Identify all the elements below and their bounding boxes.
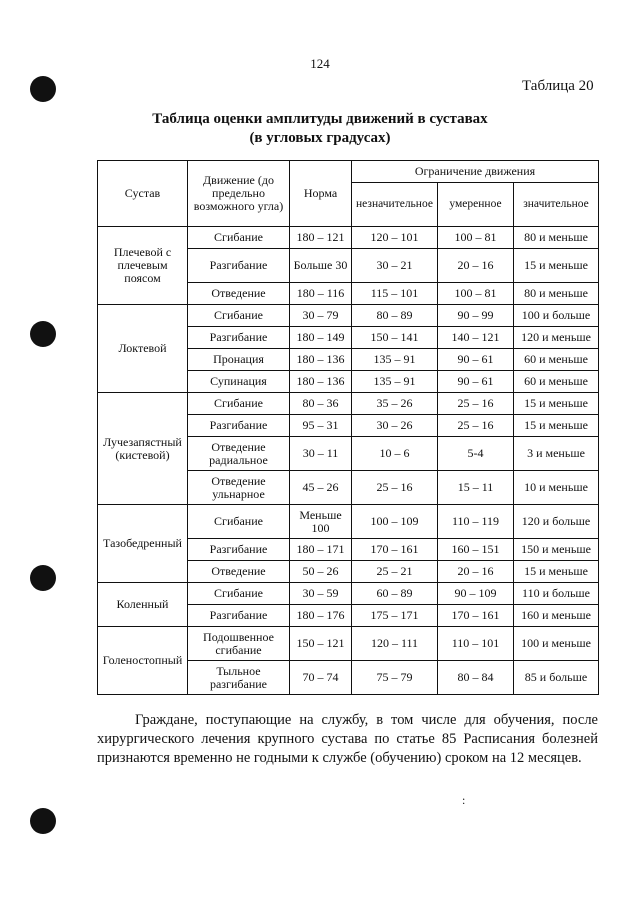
movement-cell: Отведение (188, 283, 290, 305)
slight-cell: 175 – 171 (352, 605, 438, 627)
moderate-cell: 20 – 16 (438, 249, 514, 283)
significant-cell: 160 и меньше (514, 605, 599, 627)
slight-cell: 115 – 101 (352, 283, 438, 305)
significant-cell: 15 и меньше (514, 393, 599, 415)
table-row (98, 627, 599, 661)
significant-cell: 110 и больше (514, 583, 599, 605)
moderate-cell: 25 – 16 (438, 393, 514, 415)
movement-cell: Разгибание (188, 249, 290, 283)
norm-cell: 45 – 26 (290, 471, 352, 505)
movement-cell: Тыльное разгибание (188, 661, 290, 695)
movement-cell: Подошвенное сгибание (188, 627, 290, 661)
moderate-cell: 100 – 81 (438, 227, 514, 249)
footer-paragraph: Граждане, поступающие на службу, в том числе для обучения, после хирургического лечения крупного сустава по статье 85 Расписания болезней признаются временно не годными к службе (обучению) сроком на 12 месяцев. (97, 712, 598, 766)
moderate-cell: 80 – 84 (438, 661, 514, 695)
movement-cell: Сгибание (188, 393, 290, 415)
slight-cell: 75 – 79 (352, 661, 438, 695)
joint-cell: Локтевой (98, 305, 188, 393)
norm-cell: 180 – 149 (290, 327, 352, 349)
header-movement: Движение (до предельно возможного угла) (188, 161, 290, 227)
norm-cell: 80 – 36 (290, 393, 352, 415)
norm-cell: 180 – 176 (290, 605, 352, 627)
norm-cell: 70 – 74 (290, 661, 352, 695)
significant-cell: 80 и меньше (514, 283, 599, 305)
header-slight: незначительное (352, 183, 438, 227)
binder-hole (30, 321, 56, 347)
joint-cell: Голеностопный (98, 627, 188, 695)
joint-cell: Лучезапястный (кистевой) (98, 393, 188, 505)
table-subtitle-line: (в угловых градусах) (249, 130, 391, 146)
norm-cell: 30 – 79 (290, 305, 352, 327)
table-row (98, 305, 599, 327)
norm-cell: Меньше 100 (290, 505, 352, 539)
stray-mark: : (462, 793, 466, 807)
table-row (98, 583, 599, 605)
moderate-cell: 25 – 16 (438, 415, 514, 437)
slight-cell: 100 – 109 (352, 505, 438, 539)
significant-cell: 100 и меньше (514, 627, 599, 661)
slight-cell: 120 – 101 (352, 227, 438, 249)
movement-cell: Сгибание (188, 305, 290, 327)
significant-cell: 15 и меньше (514, 249, 599, 283)
slight-cell: 60 – 89 (352, 583, 438, 605)
moderate-cell: 140 – 121 (438, 327, 514, 349)
moderate-cell: 100 – 81 (438, 283, 514, 305)
slight-cell: 30 – 26 (352, 415, 438, 437)
norm-cell: 95 – 31 (290, 415, 352, 437)
moderate-cell: 110 – 119 (438, 505, 514, 539)
significant-cell: 120 и меньше (514, 327, 599, 349)
norm-cell: 30 – 11 (290, 437, 352, 471)
joint-amplitude-table (97, 160, 599, 695)
joint-cell: Коленный (98, 583, 188, 627)
slight-cell: 120 – 111 (352, 627, 438, 661)
header-moderate: умеренное (438, 183, 514, 227)
table-title-line: Таблица оценки амплитуды движений в суставах (152, 111, 488, 127)
slight-cell: 135 – 91 (352, 371, 438, 393)
significant-cell: 120 и больше (514, 505, 599, 539)
norm-cell: 180 – 121 (290, 227, 352, 249)
moderate-cell: 110 – 101 (438, 627, 514, 661)
header-joint: Сустав (98, 161, 188, 227)
binder-hole (30, 76, 56, 102)
table-row (98, 393, 599, 415)
significant-cell: 15 и меньше (514, 415, 599, 437)
significant-cell: 3 и меньше (514, 437, 599, 471)
header-norm: Норма (290, 161, 352, 227)
moderate-cell: 15 – 11 (438, 471, 514, 505)
movement-cell: Отведение (188, 561, 290, 583)
table-body (98, 227, 599, 695)
significant-cell: 85 и больше (514, 661, 599, 695)
moderate-cell: 90 – 99 (438, 305, 514, 327)
binder-hole (30, 808, 56, 834)
significant-cell: 60 и меньше (514, 371, 599, 393)
table-row (98, 505, 599, 539)
joint-cell: Тазобедренный (98, 505, 188, 583)
binder-hole (30, 565, 56, 591)
significant-cell: 15 и меньше (514, 561, 599, 583)
significant-cell: 10 и меньше (514, 471, 599, 505)
slight-cell: 35 – 26 (352, 393, 438, 415)
significant-cell: 60 и меньше (514, 349, 599, 371)
slight-cell: 25 – 21 (352, 561, 438, 583)
norm-cell: Больше 30 (290, 249, 352, 283)
norm-cell: 180 – 116 (290, 283, 352, 305)
norm-cell: 50 – 26 (290, 561, 352, 583)
joint-cell: Плечевой с плечевым поясом (98, 227, 188, 305)
significant-cell: 80 и меньше (514, 227, 599, 249)
significant-cell: 150 и меньше (514, 539, 599, 561)
header-restriction: Ограничение движения (352, 161, 599, 183)
table-row (98, 227, 599, 249)
header-significant: значительное (514, 183, 599, 227)
slight-cell: 30 – 21 (352, 249, 438, 283)
table-title (0, 110, 640, 148)
movement-cell: Разгибание (188, 327, 290, 349)
slight-cell: 10 – 6 (352, 437, 438, 471)
movement-cell: Отведение радиальное (188, 437, 290, 471)
norm-cell: 180 – 136 (290, 349, 352, 371)
movement-cell: Сгибание (188, 505, 290, 539)
slight-cell: 25 – 16 (352, 471, 438, 505)
moderate-cell: 170 – 161 (438, 605, 514, 627)
norm-cell: 150 – 121 (290, 627, 352, 661)
page-number: 124 (310, 56, 330, 71)
norm-cell: 180 – 171 (290, 539, 352, 561)
movement-cell: Пронация (188, 349, 290, 371)
moderate-cell: 90 – 61 (438, 349, 514, 371)
norm-cell: 30 – 59 (290, 583, 352, 605)
significant-cell: 100 и больше (514, 305, 599, 327)
moderate-cell: 5-4 (438, 437, 514, 471)
slight-cell: 135 – 91 (352, 349, 438, 371)
moderate-cell: 160 – 151 (438, 539, 514, 561)
moderate-cell: 90 – 61 (438, 371, 514, 393)
moderate-cell: 20 – 16 (438, 561, 514, 583)
slight-cell: 150 – 141 (352, 327, 438, 349)
movement-cell: Сгибание (188, 583, 290, 605)
movement-cell: Разгибание (188, 605, 290, 627)
movement-cell: Разгибание (188, 415, 290, 437)
table-number: Таблица 20 (522, 78, 594, 94)
movement-cell: Отведение ульнарное (188, 471, 290, 505)
movement-cell: Разгибание (188, 539, 290, 561)
norm-cell: 180 – 136 (290, 371, 352, 393)
slight-cell: 80 – 89 (352, 305, 438, 327)
movement-cell: Супинация (188, 371, 290, 393)
moderate-cell: 90 – 109 (438, 583, 514, 605)
movement-cell: Сгибание (188, 227, 290, 249)
slight-cell: 170 – 161 (352, 539, 438, 561)
